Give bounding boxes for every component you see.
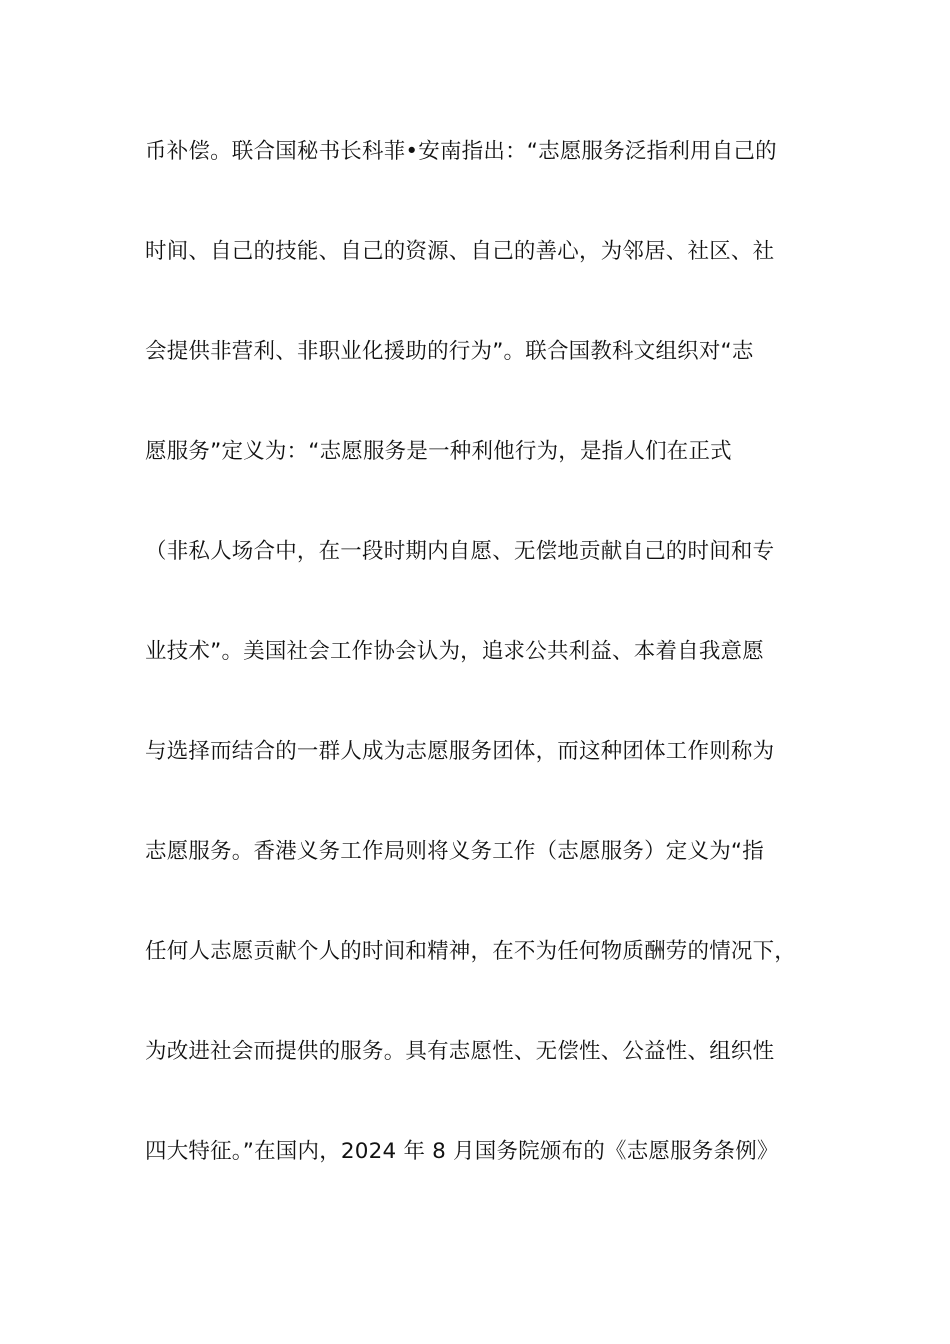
text-line-3: 会提供非营利、非职业化援助的行为”。联合国教科文组织对“志 [145, 339, 754, 364]
text-line-5: （非私人场合中，在一段时期内自愿、无偿地贡献自己的时间和专 [145, 539, 775, 564]
text-line-8: 志愿服务。香港义务工作局则将义务工作（志愿服务）定义为“指 [145, 839, 764, 864]
text-line-1: 币补偿。联合国秘书长科菲•安南指出：“志愿服务泛指利用自己的 [145, 139, 777, 164]
text-line-2: 时间、自己的技能、自己的资源、自己的善心，为邻居、社区、社 [145, 239, 775, 264]
text-line-9: 任何人志愿贡献个人的时间和精神，在不为任何物质酬劳的情况下， [145, 939, 797, 964]
text-line-11: 四大特征。”在国内，2024 年 8 月国务院颁布的《志愿服务条例》 [145, 1139, 779, 1164]
text-line-7: 与选择而结合的一群人成为志愿服务团体，而这种团体工作则称为 [145, 739, 775, 764]
text-line-6: 业技术”。美国社会工作协会认为，追求公共利益、本着自我意愿 [145, 639, 764, 664]
text-line-10: 为改进社会而提供的服务。具有志愿性、无偿性、公益性、组织性 [145, 1039, 775, 1064]
text-line-4: 愿服务”定义为：“志愿服务是一种利他行为，是指人们在正式 [145, 439, 732, 464]
body-text [145, 130, 810, 1230]
